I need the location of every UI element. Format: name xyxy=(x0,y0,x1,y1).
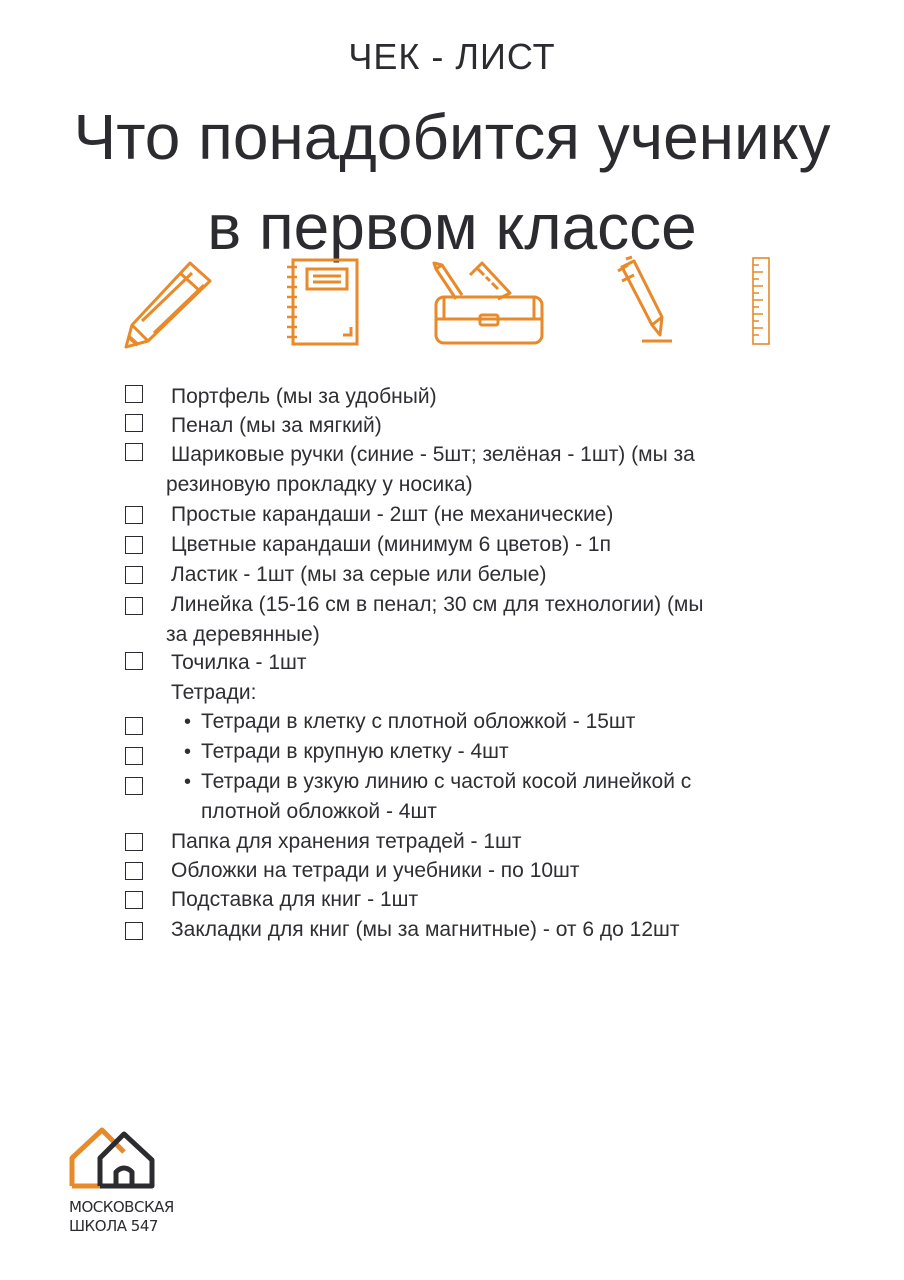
item-label: Пенал (мы за мягкий) xyxy=(171,414,382,437)
checkbox[interactable] xyxy=(125,717,143,735)
bullet-icon: • xyxy=(184,741,192,763)
checkbox[interactable] xyxy=(125,891,143,909)
ruler-icon xyxy=(749,255,775,350)
checkbox[interactable] xyxy=(125,506,143,524)
checkbox[interactable] xyxy=(125,922,143,940)
pen-icon xyxy=(612,255,682,350)
item-label: Линейка (15-16 см в пенал; 30 см для технологии) (мы xyxy=(171,593,704,616)
bullet-icon: • xyxy=(184,771,192,793)
item-label: Папка для хранения тетрадей - 1шт xyxy=(171,830,522,853)
icon-row xyxy=(0,255,904,355)
notebook-icon xyxy=(283,255,363,350)
item-label: Шариковые ручки (синие - 5шт; зелёная - 1шт) (мы за xyxy=(171,443,695,466)
checkbox[interactable] xyxy=(125,597,143,615)
school-name-line-1: МОСКОВСКАЯ xyxy=(69,1198,174,1216)
checkbox[interactable] xyxy=(125,536,143,554)
bullet-icon: • xyxy=(184,711,192,733)
checkbox[interactable] xyxy=(125,833,143,851)
title-line-2: в первом классе xyxy=(207,191,697,263)
checkbox[interactable] xyxy=(125,862,143,880)
item-label-cont: за деревянные) xyxy=(166,623,320,646)
item-label: Цветные карандаши (минимум 6 цветов) - 1п xyxy=(171,533,611,556)
item-label: Закладки для книг (мы за магнитные) - от 6 до 12шт xyxy=(171,918,680,941)
pencil-icon xyxy=(118,255,218,350)
school-name xyxy=(69,1198,174,1236)
item-label: Подставка для книг - 1шт xyxy=(171,888,419,911)
item-label-cont: резиновую прокладку у носика) xyxy=(166,473,473,496)
item-label: Точилка - 1шт xyxy=(171,651,307,674)
checkbox[interactable] xyxy=(125,566,143,584)
page-title xyxy=(0,92,904,272)
item-label: Тетради в узкую линию с частой косой линейкой с xyxy=(201,770,692,793)
notebooks-heading: Тетради: xyxy=(171,681,257,704)
school-name-line-2: ШКОЛА 547 xyxy=(69,1217,158,1235)
item-label: Обложки на тетради и учебники - по 10шт xyxy=(171,859,580,882)
item-label: Простые карандаши - 2шт (не механические) xyxy=(171,503,614,526)
item-label: Тетради в крупную клетку - 4шт xyxy=(201,740,509,763)
title-line-1: Что понадобится ученику xyxy=(73,101,831,173)
item-label: Ластик - 1шт (мы за серые или белые) xyxy=(171,563,547,586)
item-label: Тетради в клетку с плотной обложкой - 15шт xyxy=(201,710,636,733)
pencil-case-icon xyxy=(430,255,548,350)
item-label-cont: плотной обложкой - 4шт xyxy=(201,800,437,823)
checkbox[interactable] xyxy=(125,385,143,403)
item-label: Портфель (мы за удобный) xyxy=(171,385,437,408)
checkbox[interactable] xyxy=(125,414,143,432)
page-kicker: ЧЕК - ЛИСТ xyxy=(348,36,556,77)
checkbox[interactable] xyxy=(125,443,143,461)
checkbox[interactable] xyxy=(125,652,143,670)
checkbox[interactable] xyxy=(125,747,143,765)
checkbox[interactable] xyxy=(125,777,143,795)
